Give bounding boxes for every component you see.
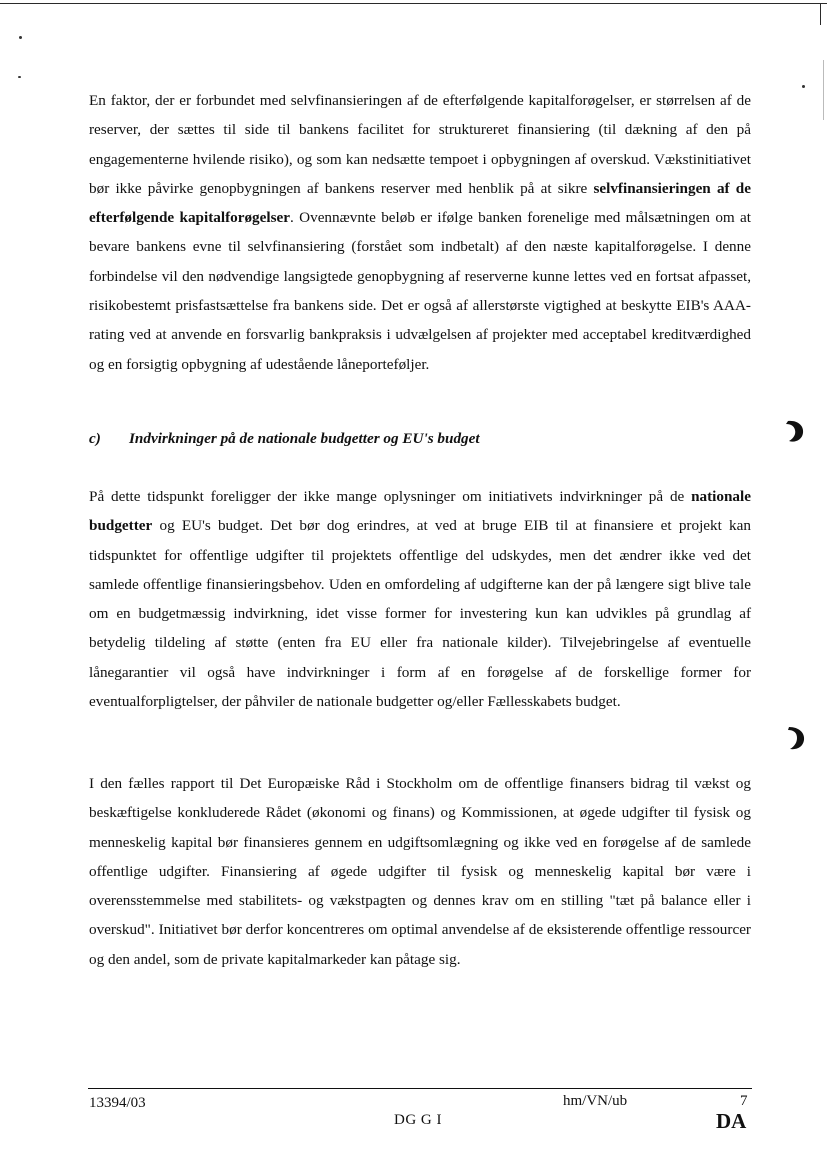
scan-speck	[18, 76, 21, 78]
scan-hole-mark	[782, 418, 806, 444]
section-title: Indvirkninger på de nationale budgetter og EU's budget	[129, 430, 480, 447]
footer-directorate: DG G I	[394, 1112, 442, 1128]
section-heading-c	[89, 428, 751, 450]
scan-hole-mark	[785, 724, 807, 752]
footer-doc-number: 13394/03	[89, 1095, 146, 1111]
paragraph-3	[89, 769, 751, 974]
paragraph-1-text-a: En faktor, der er forbundet med selvfinansieringen af de efterfølgende kapitalforøgelser, er størrelsen af de reserver, der sættes til side til bankens facilitet for struktureret finansiering (til dækning af den på engagementerne hvilende risiko), og som kan nedsætte tempoet i opbygningen af overskud. Vækstinitiativet bør ikke påvirke genopbygningen af bankens reserver med henblik på at sikre	[89, 92, 751, 197]
footer-initials: hm/VN/ub	[563, 1093, 628, 1109]
paragraph-1-text-b: . Ovennævnte beløb er ifølge banken forenelige med målsætningen om at bevare bankens evne til selvfinansiering (forstået som indbetalt) af den næste kapitalforøgelse. I denne forbindelse vil den nødvendige langsigtede genopbygning af reserverne kunne lettes ved en fortsat afpasset, risikobestemt prisfastsættelse fra bankens side. Det er også af allerstørste vigtighed at beskytte EIB's AAA-rating ved at anvende en forsvarlig bankpraksis i udvælgelsen af projekter med acceptabel kreditværdighed og en forsigtig opbygning af udestående låneporteføljer.	[89, 209, 751, 373]
footer-page-number: 7	[740, 1093, 748, 1109]
top-rule-tick	[820, 3, 821, 25]
paragraph-1-bold: selvfinansieringen af de efterfølgende kapitalforøgelser	[89, 179, 751, 227]
paragraph-2-bold: nationale budgetter	[89, 488, 751, 535]
scan-margin-line	[823, 60, 824, 120]
scan-speck	[802, 85, 805, 88]
paragraph-2-text-b: og EU's budget. Det bør dog erindres, at ved at bruge EIB til at finansiere et projekt kan tidspunktet for offentlige udgifter til projektets offentlige del udskydes, men det ændrer ikke ved det samlede offentlige finansieringsbehov. Uden en omfordeling af udgifterne kan der på længere sigt blive tale om en budgetmæssig indvirkning, idet visse former for investering kun kan udvikles på grundlag af betydelig tildeling af støtte (enten fra EU eller fra nationale kilder). Tilvejebringelse af eventuelle lånegarantier vil også have indvirkninger i form af en forøgelse af de forskellige former for eventualforpligtelser, der påhviler de nationale budgetter og/eller Fællesskabets budget.	[89, 517, 751, 711]
top-rule	[0, 3, 827, 4]
paragraph-2	[89, 482, 751, 716]
scan-speck	[19, 36, 22, 39]
footer-language: DA	[716, 1109, 747, 1133]
paragraph-2-text-a: På dette tidspunkt foreligger der ikke mange oplysninger om initiativets indvirkninger på de	[89, 488, 692, 505]
paragraph-1	[89, 86, 751, 379]
footer-rule	[88, 1088, 752, 1089]
section-letter: c)	[89, 430, 101, 447]
paragraph-3-text: I den fælles rapport til Det Europæiske Råd i Stockholm om de offentlige finansers bidrag til vækst og beskæftigelse konkluderede Rådet (økonomi og finans) og Kommissionen, at øgede udgifter til fysisk og menneskelig kapital bør finansieres gennem en udgiftsomlægning og ikke ved en forøgelse af de samlede offentlige udgifter. Finansiering af øgede udgifter til fysisk og menneskelig kapital bør være i overensstemmelse med stabilitets- og vækstpagten og dennes krav om en stilling "tæt på balance eller i overskud". Initiativet bør derfor koncentreres om optimal anvendelse af de eksisterende offentlige ressourcer og den andel, som de private kapitalmarkeder kan påtage sig.	[89, 775, 751, 968]
